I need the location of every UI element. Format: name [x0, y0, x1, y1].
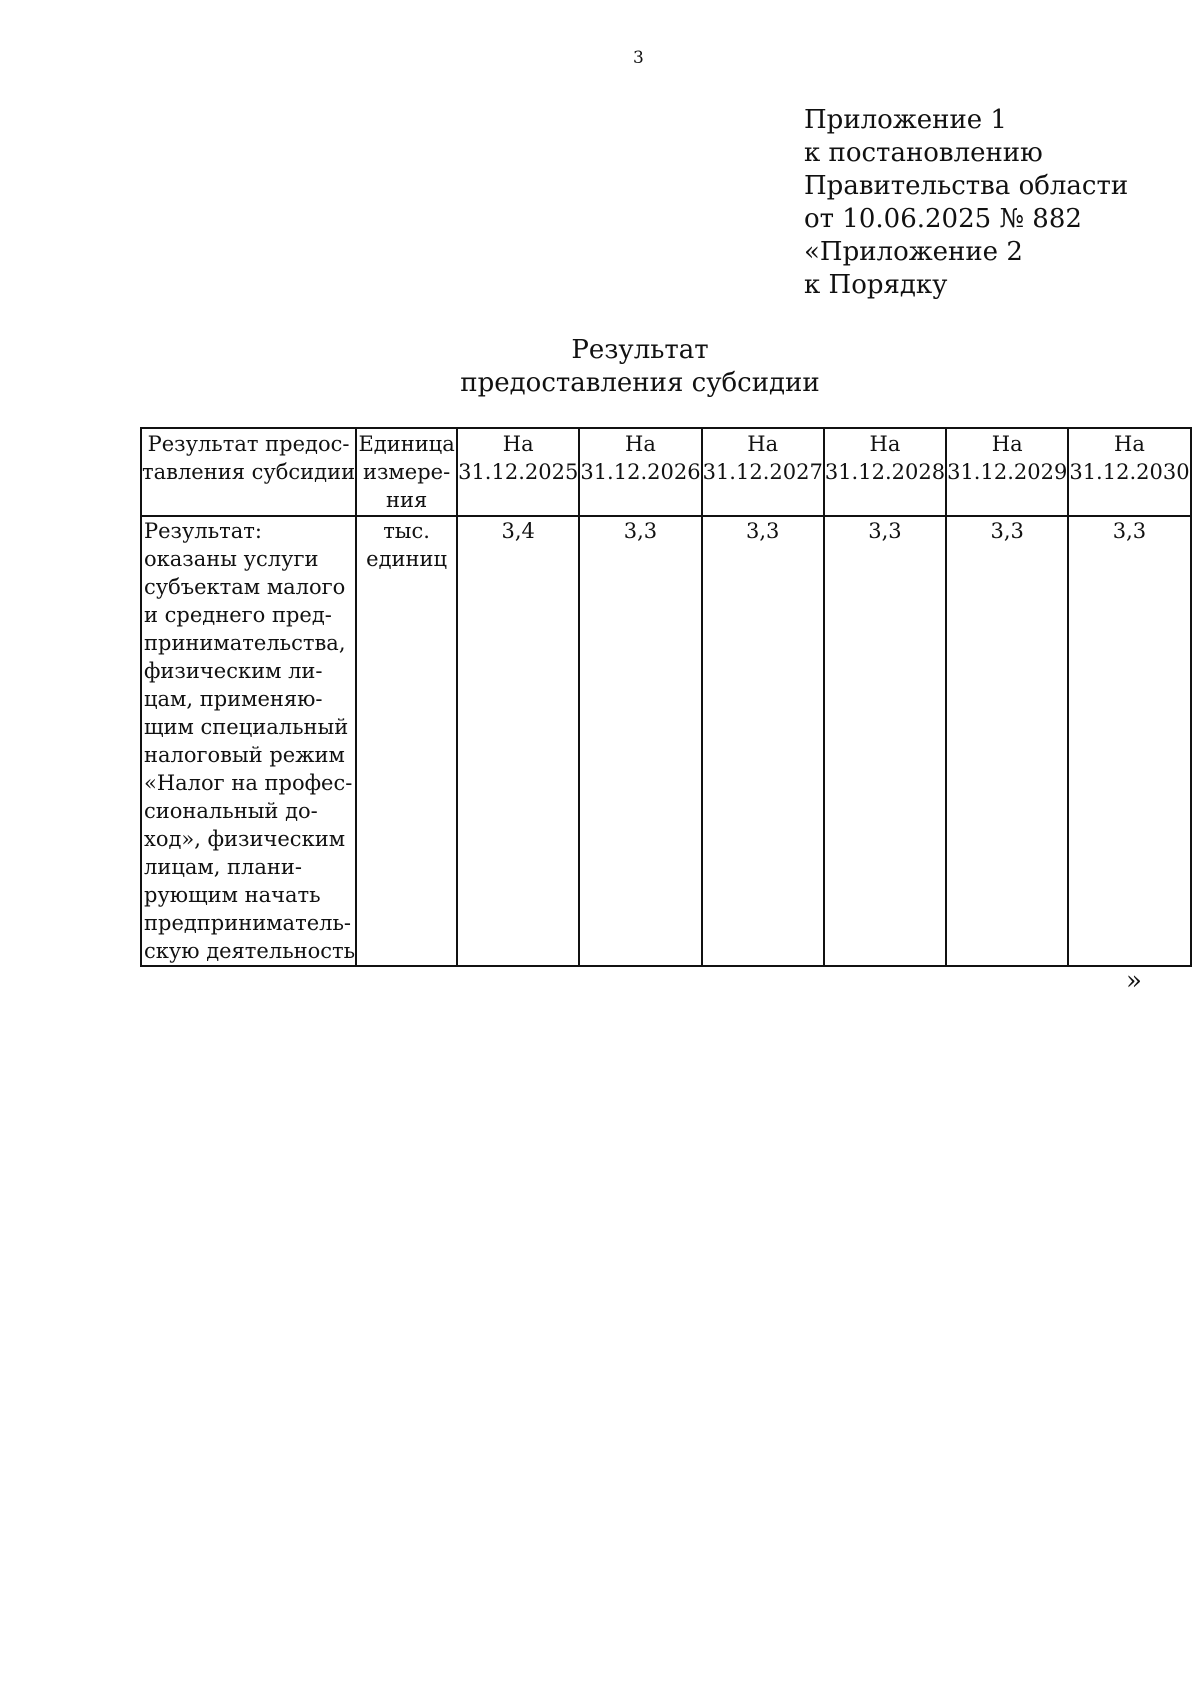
appendix-line: Приложение 1	[804, 105, 1007, 135]
title-line-1: Результат	[571, 335, 709, 365]
page-number: 3	[633, 48, 644, 68]
value-2027: 3,3	[702, 516, 824, 966]
closing-quote: »	[1126, 966, 1142, 996]
table-row	[141, 516, 1191, 966]
appendix-line: «Приложение 2	[804, 237, 1023, 267]
appendix-line: к Порядку	[804, 270, 948, 300]
unit-cell: тыс. единиц	[356, 516, 457, 966]
header-date-2030: На 31.12.2030	[1068, 428, 1190, 516]
appendix-line: от 10.06.2025 № 882	[804, 204, 1082, 234]
document-title	[300, 334, 980, 400]
value-2025: 3,4	[457, 516, 579, 966]
header-unit: Единица измере- ния	[356, 428, 457, 516]
header-result: Результат предос- тавления субсидии	[141, 428, 356, 516]
appendix-line: Правительства области	[804, 171, 1129, 201]
value-2028: 3,3	[824, 516, 946, 966]
value-2029: 3,3	[946, 516, 1068, 966]
table-header-row	[141, 428, 1191, 516]
result-table	[140, 427, 1192, 967]
value-2026: 3,3	[579, 516, 701, 966]
header-date-2027: На 31.12.2027	[702, 428, 824, 516]
title-line-2: предоставления субсидии	[460, 368, 820, 398]
header-date-2028: На 31.12.2028	[824, 428, 946, 516]
appendix-heading	[804, 104, 1128, 302]
appendix-line: к постановлению	[804, 138, 1043, 168]
header-date-2025: На 31.12.2025	[457, 428, 579, 516]
header-date-2029: На 31.12.2029	[946, 428, 1068, 516]
header-date-2026: На 31.12.2026	[579, 428, 701, 516]
result-description: Результат: оказаны услуги субъектам малого и среднего пред- принимательства, физическим ли- цам, применяю- щим специальный налоговый режим «Налог на профес- сиональный до- ход», физическим лицам, плани- рующим начать предприниматель- скую деятельность	[141, 516, 356, 966]
value-2030: 3,3	[1068, 516, 1190, 966]
